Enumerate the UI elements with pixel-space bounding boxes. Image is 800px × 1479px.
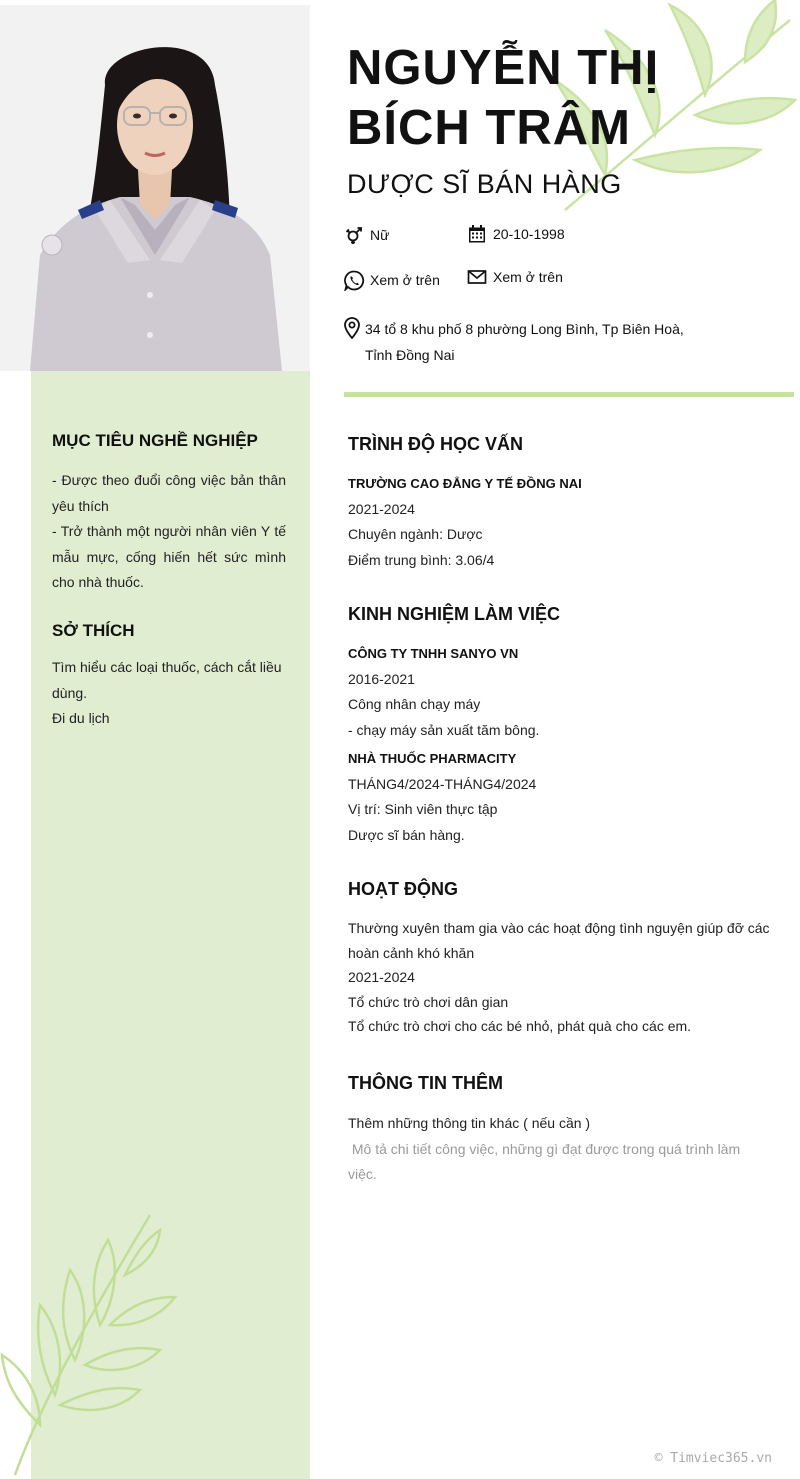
name-line-2: BÍCH TRÂM <box>347 101 631 155</box>
extra-title: THÔNG TIN THÊM <box>348 1073 503 1093</box>
leaf-decoration-bottom-icon <box>0 1205 180 1479</box>
phone-info <box>343 269 440 291</box>
gender-info <box>343 224 389 246</box>
experience-job <box>348 746 778 848</box>
company-name: CÔNG TY TNHH SANYO VN <box>348 646 519 661</box>
education-period: 2021-2024 <box>348 500 415 517</box>
mail-icon <box>466 266 488 288</box>
job-line: - chạy máy sản xuất tăm bông. <box>348 721 540 738</box>
dob-info <box>466 223 565 245</box>
extra-line: Thêm những thông tin khác ( nếu cần ) <box>348 1115 591 1131</box>
objective-line: - Được theo đuổi công việc bản thân yêu thích <box>52 472 286 514</box>
job-period: THÁNG4/2024-THÁNG4/2024 <box>348 775 537 792</box>
job-period: 2016-2021 <box>348 670 415 687</box>
gender-icon <box>343 224 365 246</box>
watermark-footer: © Timviec365.vn <box>654 1451 772 1466</box>
address-line-1: 34 tổ 8 khu phố 8 phường Long Bình, Tp Biên Hoà, <box>365 321 684 337</box>
address-line-2: Tỉnh Đồng Nai <box>365 347 455 363</box>
whatsapp-icon <box>343 269 365 291</box>
job-title: DƯỢC SĨ BÁN HÀNG <box>347 169 622 199</box>
header-divider <box>344 392 794 397</box>
dob-value: 20-10-1998 <box>493 226 565 242</box>
extra-content <box>348 1111 768 1188</box>
experience-job <box>348 641 778 743</box>
job-line: Vị trí: Sinh viên thực tập <box>348 801 498 817</box>
education-major: Chuyên ngành: Dược <box>348 526 483 542</box>
objective-title: MỤC TIÊU NGHỀ NGHIỆP <box>52 431 258 450</box>
gender-value: Nữ <box>370 227 390 243</box>
activities-line: Tổ chức trò chơi cho các bé nhỏ, phát quà cho các em. <box>348 1018 692 1034</box>
company-name: NHÀ THUỐC PHARMACITY <box>348 751 517 766</box>
extra-placeholder: Mô tả chi tiết công việc, những gì đạt được trong quá trình làm việc. <box>348 1140 745 1182</box>
objective-content <box>52 468 286 596</box>
email-info <box>466 266 563 288</box>
job-line: Công nhân chạy máy <box>348 696 481 712</box>
education-title: TRÌNH ĐỘ HỌC VẤN <box>348 434 523 454</box>
name-line-1: NGUYỄN THỊ <box>347 41 660 95</box>
activities-title: HOẠT ĐỘNG <box>348 879 458 899</box>
profile-photo <box>0 5 310 371</box>
email-value: Xem ở trên <box>493 269 563 285</box>
hobby-line: Đi du lịch <box>52 710 110 726</box>
location-pin-icon <box>343 317 361 368</box>
hobbies-title: SỞ THÍCH <box>52 621 135 640</box>
phone-value: Xem ở trên <box>370 272 440 288</box>
education-content <box>348 471 778 573</box>
calendar-icon <box>466 223 488 245</box>
hobbies-content <box>52 655 292 732</box>
hobby-line: Tìm hiểu các loại thuốc, cách cắt liều dùng. <box>52 659 282 701</box>
education-gpa: Điểm trung bình: 3.06/4 <box>348 551 495 568</box>
portrait-illustration <box>0 5 310 371</box>
objective-line: - Trở thành một người nhân viên Y tế mẫu mực, cống hiến hết sức mình cho nhà thuốc. <box>52 523 286 590</box>
experience-title: KINH NGHIỆM LÀM VIỆC <box>348 604 561 624</box>
candidate-name <box>347 38 787 158</box>
activities-content <box>348 916 778 1039</box>
activities-desc: Thường xuyên tham gia vào các hoạt động tình nguyện giúp đỡ các hoàn cảnh khó khăn <box>348 920 770 961</box>
job-line: Dược sĩ bán hàng. <box>348 826 465 843</box>
activities-period: 2021-2024 <box>348 969 415 985</box>
school-name: TRƯỜNG CAO ĐẲNG Y TẾ ĐỒNG NAI <box>348 476 582 491</box>
activities-line: Tổ chức trò chơi dân gian <box>348 993 509 1010</box>
address-info <box>343 316 703 368</box>
